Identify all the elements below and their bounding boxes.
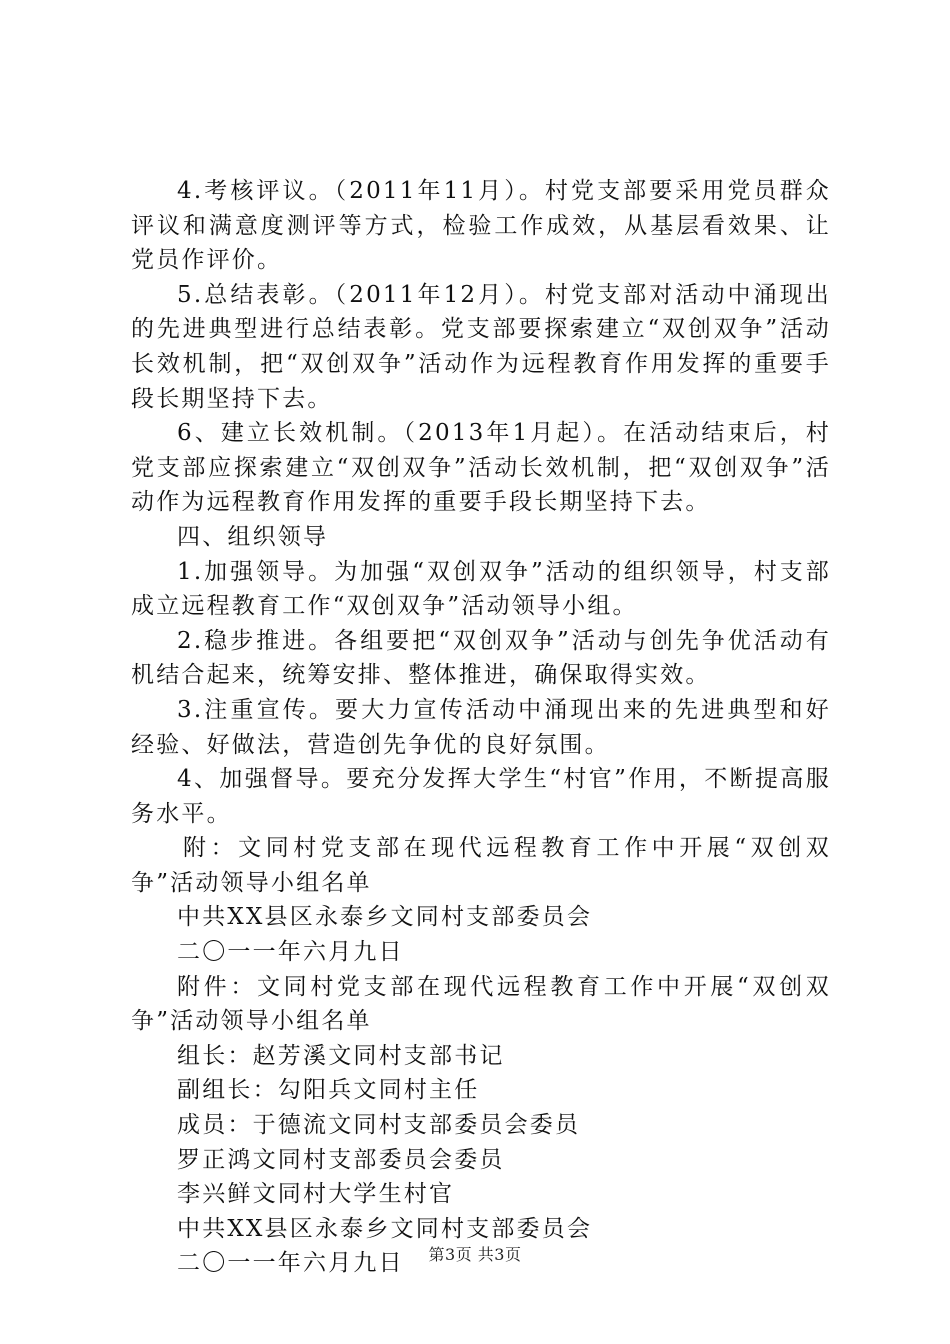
paragraph-attachment-note: 附：文同村党支部在现代远程教育工作中开展“双创双争”活动领导小组名单 bbox=[131, 835, 831, 896]
closing-date: 二〇一一年六月九日 bbox=[177, 1250, 404, 1277]
member-1: 成员：于德流文同村支部委员会委员 bbox=[177, 1112, 581, 1139]
closing-organization: 中共XX县区永泰乡文同村支部委员会 bbox=[177, 1215, 593, 1242]
paragraph-long-term-mechanism: 6、建立长效机制。（2013年1月起）。在活动结束后，村党支部应探索建立“双创双争”活动长效机制，把“双创双争”活动作为远程教育作用发挥的重要手段长期坚持下去。 bbox=[131, 420, 831, 516]
page-number-footer: 第3页 共3页 bbox=[428, 1245, 522, 1264]
attachment-title: 附件：文同村党支部在现代远程教育工作中开展“双创双争”活动领导小组名单 bbox=[131, 973, 831, 1035]
member-2: 罗正鸿文同村支部委员会委员 bbox=[177, 1146, 505, 1173]
paragraph-strengthen-leadership: 1.加强领导。为加强“双创双争”活动的组织领导，村支部成立远程教育工作“双创双争”活动领导小组。 bbox=[131, 558, 831, 620]
member-deputy-leader: 副组长：勾阳兵文同村主任 bbox=[177, 1077, 480, 1104]
section-heading-organization: 四、组织领导 bbox=[177, 523, 329, 550]
signature-organization: 中共XX县区永泰乡文同村支部委员会 bbox=[177, 904, 593, 931]
paragraph-supervision: 4、加强督导。要充分发挥大学生“村官”作用，不断提高服务水平。 bbox=[131, 766, 831, 827]
paragraph-assessment: 4.考核评议。（2011年11月）。村党支部要采用党员群众评议和满意度测评等方式，检验工作成效，从基层看效果、让党员作评价。 bbox=[131, 178, 831, 274]
paragraph-summary-commendation: 5.总结表彰。（2011年12月）。村党支部对活动中涌现出的先进典型进行总结表彰。党支部要探索建立“双创双争”活动长效机制，把“双创双争”活动作为远程教育作用发挥的重要手段长期坚持下去。 bbox=[131, 281, 831, 412]
signature-date: 二〇一一年六月九日 bbox=[177, 939, 404, 966]
member-3: 李兴鲜文同村大学生村官 bbox=[177, 1181, 455, 1208]
paragraph-publicity: 3.注重宣传。要大力宣传活动中涌现出来的先进典型和好经验、好做法，营造创先争优的良好氛围。 bbox=[131, 696, 831, 758]
document-body bbox=[131, 174, 831, 1281]
paragraph-steady-progress: 2.稳步推进。各组要把“双创双争”活动与创先争优活动有机结合起来，统筹安排、整体推进，确保取得实效。 bbox=[131, 627, 831, 689]
member-leader: 组长：赵芳溪文同村支部书记 bbox=[177, 1042, 505, 1069]
